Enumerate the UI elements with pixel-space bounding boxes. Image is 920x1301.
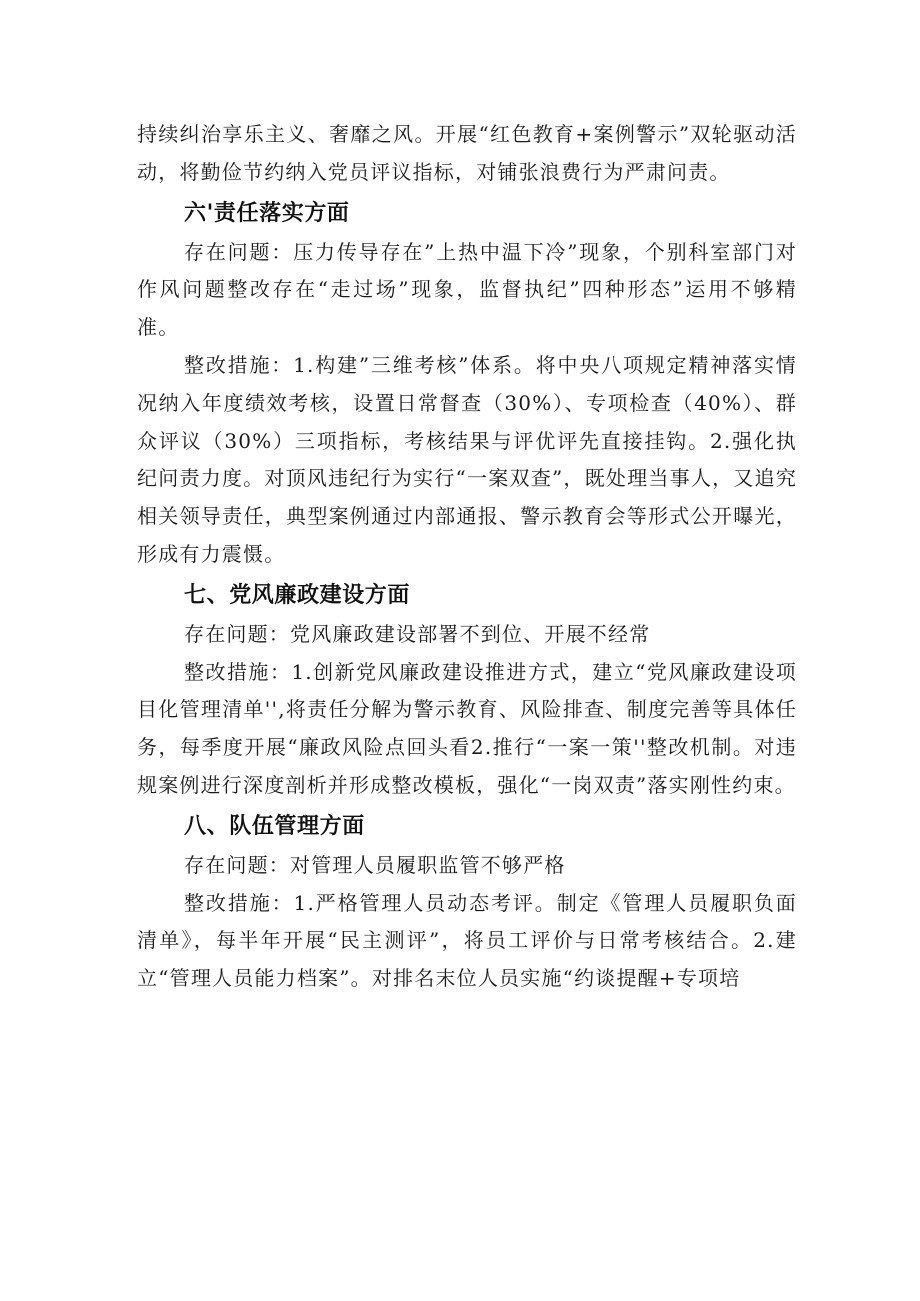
section6-measures: 整改措施：1.构建”三维考核”体系。将中央八项规定精神落实情况纳入年度绩效考核，设置日常督查（30%）、专项检查（40%）、群众评议（30%）三项指标，考核结果与评优评先直接挂钩。2.强化执纪问责力度。对顶风违纪行为实行“一案双查”，既处理当事人，又追究相关领导责任，典型案例通过内部通报、警示教育会等形式公开曝光，形成有力震慑。: [137, 352, 797, 566]
section7-measures: 整改措施：1.创新党风廉政建设推进方式，建立“党风廉政建设项目化管理清单'',将责任分解为警示教育、风险排查、制度完善等具体任务，每季度开展“廉政风险点回头看2.推行“一案一策''整改机制。对违规案例进行深度剖析并形成整改模板，强化“一岗双责”落实刚性约束。: [137, 659, 797, 797]
section6-heading: 六'责任落实方面: [184, 200, 350, 226]
section8-problem: 存在问题：对管理人员履职监管不够严格: [184, 852, 566, 877]
section6-problem: 存在问题：压力传导存在”上热中温下冷”现象，个别科室部门对作风问题整改存在“走过场”现象，监督执纪”四种形态”运用不够精准。: [137, 239, 797, 340]
section8-measures: 整改措施：1.严格管理人员动态考评。制定《管理人员履职负面清单》，每半年开展“民主测评”，将员工评价与日常考核结合。2.建立“管理人员能力档案”。对排名末位人员实施“约谈提醒+专项培: [137, 890, 797, 991]
section8-heading: 八、队伍管理方面: [184, 813, 365, 839]
section7-problem: 存在问题：党风廉政建设部署不到位、开展不经常: [184, 621, 651, 646]
section7-heading: 七、党风廉政建设方面: [184, 582, 411, 608]
intro-paragraph: 持续纠治享乐主义、奢靡之风。开展“红色教育+案例警示”双轮驱动活动，将勤俭节约纳入党员评议指标，对铺张浪费行为严肃问责。: [137, 122, 797, 184]
document-page: [137, 116, 797, 998]
